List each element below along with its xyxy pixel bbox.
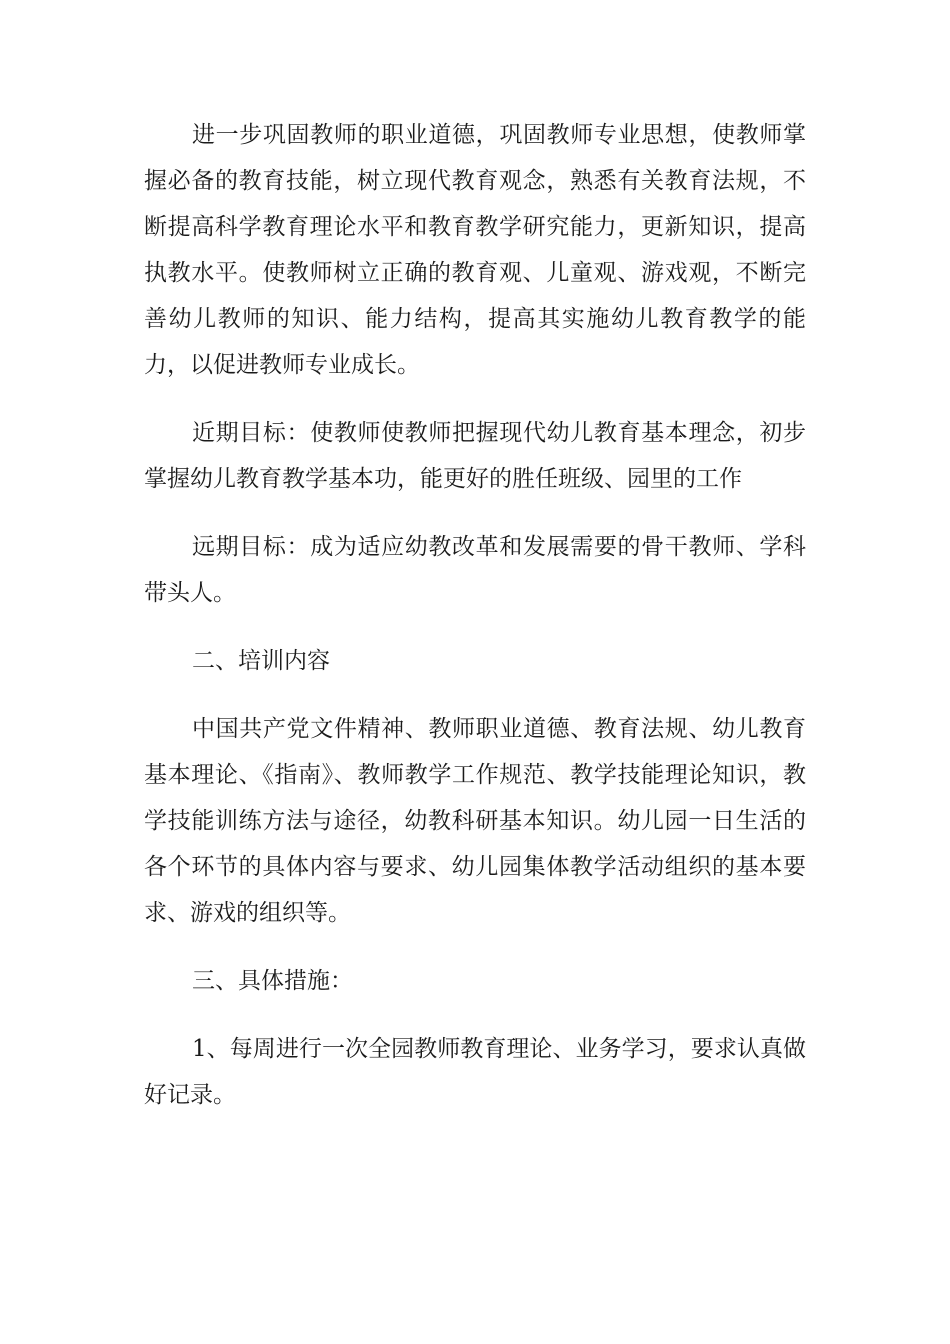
document-body [144, 112, 806, 1140]
section-heading-training-content: 二、培训内容 [192, 648, 330, 674]
paragraph-goals-intro: 进一步巩固教师的职业道德，巩固教师专业思想，使教师掌握必备的教育技能，树立现代教育观念，熟悉有关教育法规，不断提高科学教育理论水平和教育教学研究能力，更新知识，提高执教水平。使教师树立正确的教育观、儿童观、游戏观，不断完善幼儿教师的知识、能力结构，提高其实施幼儿教育教学的能力，以促进教师专业成长。 [144, 122, 806, 378]
paragraph-training-content: 中国共产党文件精神、教师职业道德、教育法规、幼儿教育基本理论、《指南》、教师教学工作规范、教学技能理论知识，教学技能训练方法与途径，幼教科研基本知识。幼儿园一日生活的各个环节的具体内容与要求、幼儿园集体教学活动组织的基本要求、游戏的组织等。 [144, 716, 806, 926]
paragraph-long-term-goal: 远期目标：成为适应幼教改革和发展需要的骨干教师、学科带头人。 [144, 534, 806, 606]
paragraph-short-term-goal: 近期目标：使教师使教师把握现代幼儿教育基本理念，初步掌握幼儿教育教学基本功，能更好的胜任班级、园里的工作 [144, 420, 806, 492]
paragraph-measure-1: 1、每周进行一次全园教师教育理论、业务学习，要求认真做好记录。 [144, 1036, 806, 1108]
section-heading-measures: 三、具体措施： [192, 968, 353, 994]
